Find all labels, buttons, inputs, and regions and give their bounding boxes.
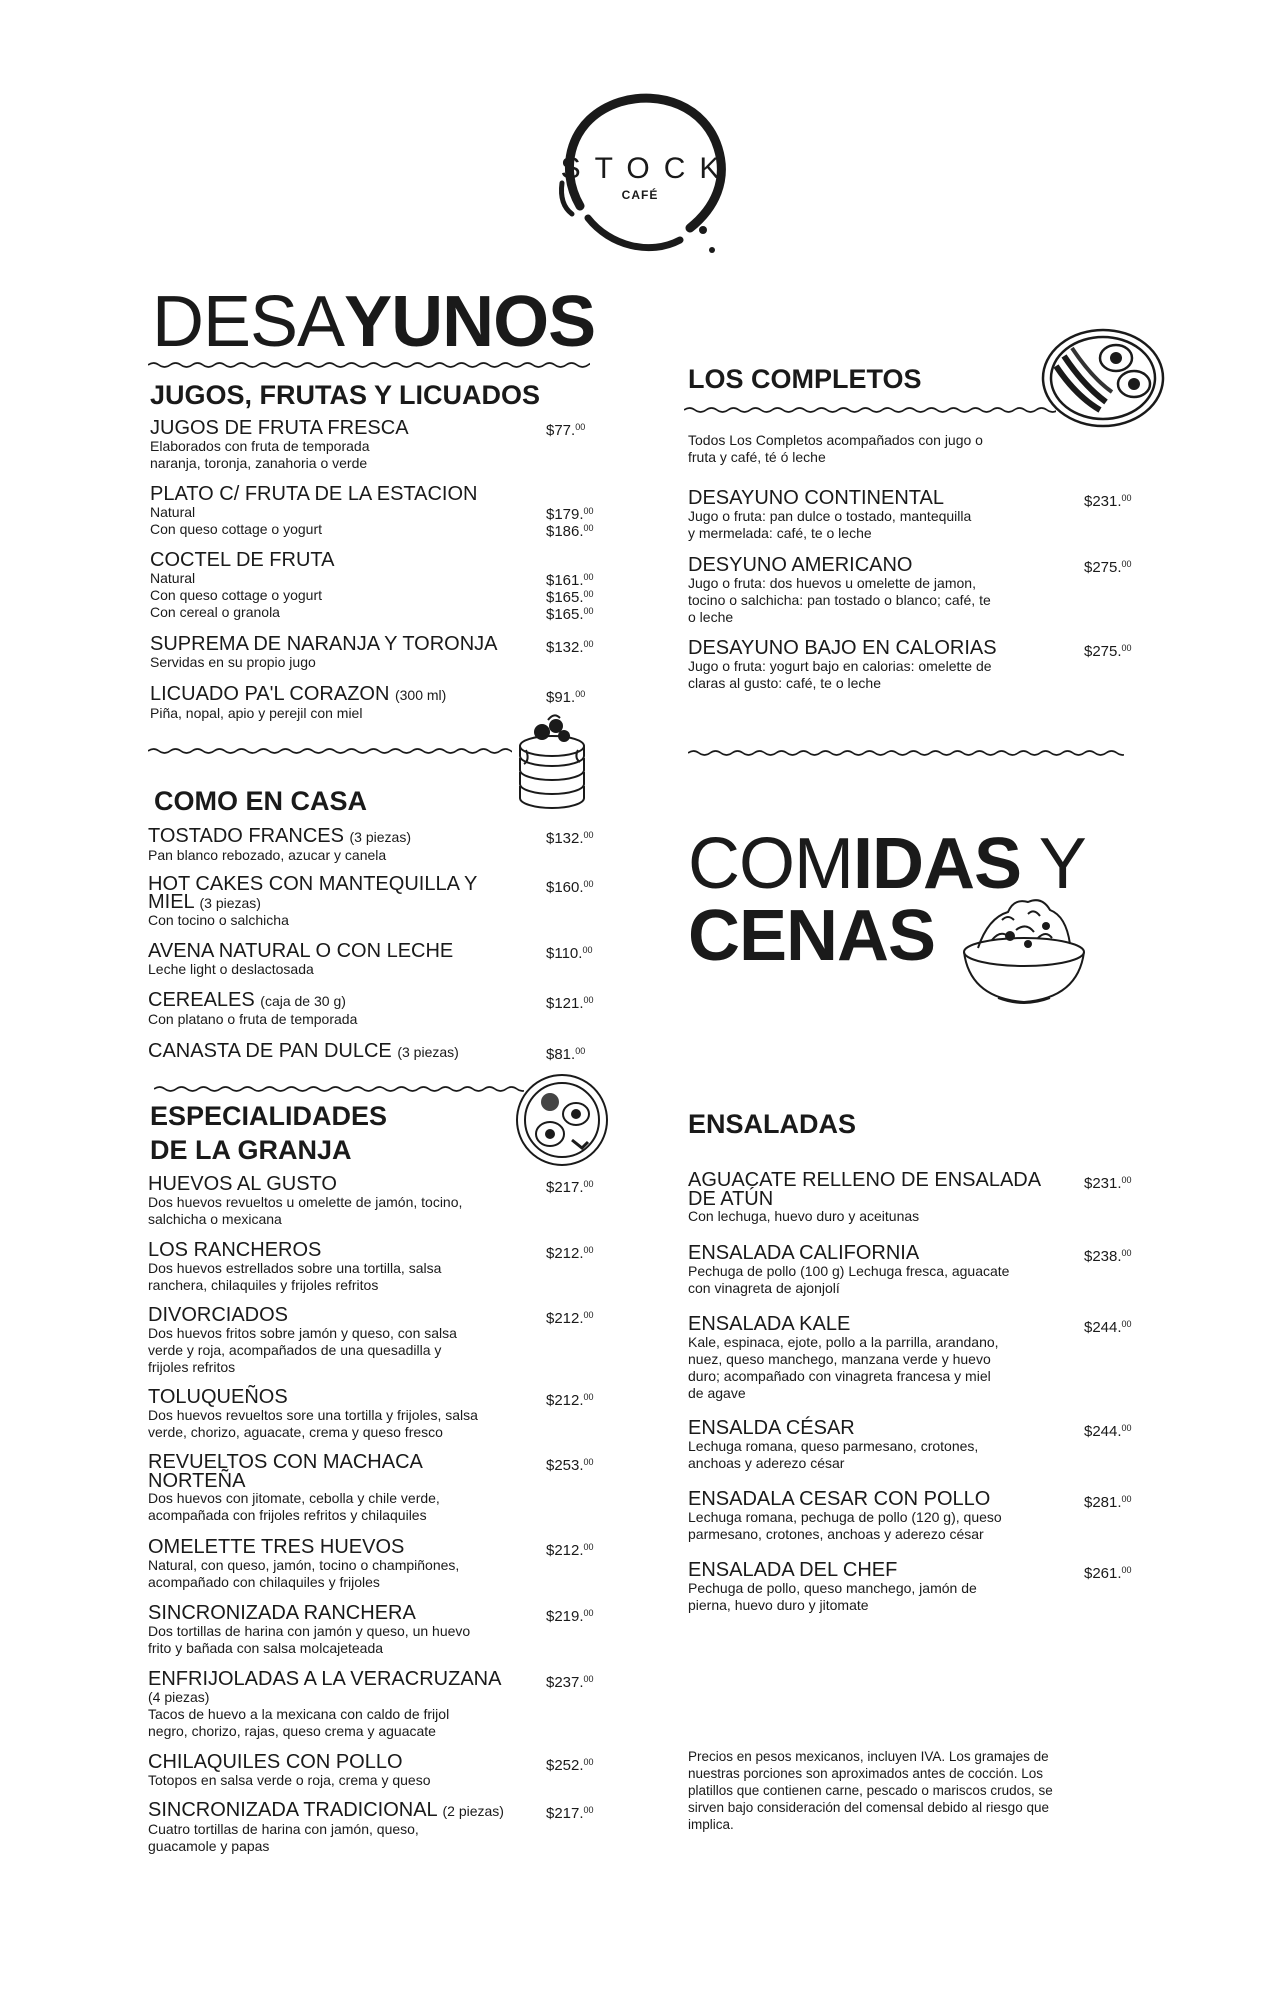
item-name: CHILAQUILES CON POLLO	[148, 1751, 403, 1773]
menu-item	[688, 1170, 1041, 1225]
item-desc: con vinagreta de ajonjolí	[688, 1280, 840, 1296]
item-price: $81.00	[546, 1046, 586, 1063]
menu-item	[688, 555, 991, 626]
menu-item	[148, 1174, 462, 1228]
item-name: ENSALADA DEL CHEF	[688, 1559, 898, 1581]
item-name: HUEVOS AL GUSTO	[148, 1173, 337, 1195]
item-name: OMELETTE TRES HUEVOS	[148, 1536, 405, 1558]
item-desc: negro, chorizo, rajas, queso crema y aguacate	[148, 1723, 436, 1739]
item-name: DE ATÚN	[688, 1188, 774, 1210]
menu-item	[148, 1669, 501, 1740]
salad-bowl-icon	[958, 890, 1090, 1008]
menu-item	[688, 1560, 977, 1614]
item-desc: Elaborados con fruta de temporada	[150, 438, 370, 454]
item-price: $217.00	[546, 1179, 594, 1196]
menu-item	[688, 1314, 999, 1402]
menu-item	[148, 1603, 470, 1657]
item-desc: verde, chorizo, aguacate, crema y queso fresco	[148, 1424, 443, 1440]
item-option: Natural	[150, 570, 196, 586]
menu-item	[688, 488, 971, 542]
item-desc: Dos tortillas de harina con jamón y queso, un huevo	[148, 1623, 471, 1639]
item-desc: parmesano, crotones, anchoas y aderezo césar	[688, 1526, 984, 1542]
item-price: $217.00	[546, 1805, 594, 1822]
item-price: $110.00	[546, 945, 593, 962]
item-desc: pierna, huevo duro y jitomate	[688, 1597, 869, 1613]
item-desc: nuez, queso manchego, manzana verde y huevo	[688, 1351, 991, 1367]
menu-item	[148, 1452, 440, 1524]
item-price: $132.00	[546, 830, 594, 847]
item-name: ENSADALA CESAR CON POLLO	[688, 1488, 991, 1510]
jugos-section-title: JUGOS, FRUTAS Y LICUADOS	[150, 380, 541, 410]
item-price: $275.00	[1084, 559, 1132, 576]
item-name: PLATO C/ FRUTA DE LA ESTACION	[150, 483, 478, 505]
item-price: $165.00	[546, 589, 594, 606]
stock-cafe-logo	[540, 88, 740, 263]
casa-section-title: COMO EN CASA	[154, 786, 368, 816]
item-name: ENSALDA CÉSAR	[688, 1417, 855, 1439]
item-price: $186.00	[546, 523, 594, 540]
item-name: JUGOS DE FRUTA FRESCA	[150, 417, 409, 439]
desayunos-title: DESAYUNOS	[152, 282, 596, 362]
item-desc: o leche	[688, 609, 734, 625]
granja-section-title: ESPECIALIDADES DE LA GRANJA	[150, 1101, 388, 1166]
menu-item	[148, 1305, 457, 1376]
wave-divider	[684, 403, 1056, 417]
item-name: DIVORCIADOS	[148, 1304, 289, 1326]
egg-plate-icon	[512, 1070, 612, 1170]
item-desc: Lechuga romana, queso parmesano, crotones,	[688, 1438, 979, 1454]
item-desc: Dos huevos fritos sobre jamón y queso, con salsa	[148, 1325, 457, 1341]
item-desc: acompañado con chilaquiles y frijoles	[148, 1574, 380, 1590]
menu-item	[148, 874, 477, 929]
item-desc: Servidas en su propio jugo	[150, 654, 316, 670]
menu-item	[148, 1800, 504, 1855]
item-price: $244.00	[1084, 1423, 1132, 1440]
menu-item	[688, 638, 997, 692]
item-desc: acompañada con frijoles refritos y chilaquiles	[148, 1507, 427, 1523]
item-name: COCTEL DE FRUTA	[150, 549, 335, 571]
wave-divider	[148, 358, 590, 372]
item-name: ENFRIJOLADAS A LA VERACRUZANA	[148, 1668, 502, 1690]
item-name: SINCRONIZADA RANCHERA	[148, 1602, 416, 1624]
menu-item	[148, 826, 411, 864]
item-desc: Jugo o fruta: pan dulce o tostado, mantequilla	[688, 508, 972, 524]
cenas-title: CENAS	[688, 896, 936, 976]
item-desc: Dos huevos con jitomate, cebolla y chile verde,	[148, 1490, 440, 1506]
item-price: $231.00	[1084, 493, 1132, 510]
item-desc: Natural, con queso, jamón, tocino o champiñones,	[148, 1557, 460, 1573]
item-price: $281.00	[1084, 1494, 1132, 1511]
item-price: $261.00	[1084, 1565, 1132, 1582]
menu-item	[148, 1537, 459, 1591]
item-name: ENSALADA CALIFORNIA	[688, 1242, 920, 1264]
item-desc: Pechuga de pollo (100 g) Lechuga fresca, aguacate	[688, 1263, 1010, 1279]
item-price: $121.00	[546, 995, 594, 1012]
item-name: AGUACATE RELLENO DE ENSALADA	[688, 1169, 1042, 1191]
item-desc: salchicha o mexicana	[148, 1211, 282, 1227]
item-desc: claras al gusto: café, te o leche	[688, 675, 881, 691]
item-option: Con queso cottage o yogurt	[150, 587, 323, 603]
item-price: $244.00	[1084, 1319, 1132, 1336]
item-desc: Pan blanco rebozado, azucar y canela	[148, 847, 387, 863]
item-price: $77.00	[546, 422, 586, 439]
item-desc: duro; acompañado con vinagreta francesa y miel	[688, 1368, 991, 1384]
wave-divider	[154, 1082, 524, 1096]
menu-item	[688, 1243, 1009, 1297]
item-price: $212.00	[546, 1310, 594, 1327]
logo-subtitle: CAFÉ	[621, 188, 659, 202]
ensaladas-section-title: ENSALADAS	[688, 1109, 857, 1139]
item-desc: naranja, toronja, zanahoria o verde	[150, 455, 368, 471]
pancakes-icon	[508, 710, 596, 816]
item-price: $231.00	[1084, 1175, 1132, 1192]
item-name: CANASTA DE PAN DULCE (3 piezas)	[148, 1040, 459, 1062]
menu-item	[148, 1041, 459, 1062]
menu-item	[688, 1489, 1002, 1543]
item-name: SINCRONIZADA TRADICIONAL (2 piezas)	[148, 1799, 504, 1821]
item-price: $132.00	[546, 639, 594, 656]
menu-item	[150, 550, 334, 621]
item-price: $219.00	[546, 1608, 594, 1625]
item-name: DESAYUNO BAJO EN CALORIAS	[688, 637, 997, 659]
item-option: Con cereal o granola	[150, 604, 280, 620]
item-price: $160.00	[546, 879, 594, 896]
item-price: $275.00	[1084, 643, 1132, 660]
item-desc: Lechuga romana, pechuga de pollo (120 g), queso	[688, 1509, 1002, 1525]
item-desc: Totopos en salsa verde o roja, crema y queso	[148, 1772, 431, 1788]
item-desc: ranchera, chilaquiles y frijoles refritos	[148, 1277, 379, 1293]
menu-item	[150, 484, 477, 538]
item-desc: Jugo o fruta: dos huevos u omelette de jamon,	[688, 575, 976, 591]
item-desc: Jugo o fruta: yogurt bajo en calorias: omelette de	[688, 658, 992, 674]
item-desc: Kale, espinaca, ejote, pollo a la parrilla, arandano,	[688, 1334, 999, 1350]
item-desc: tocino o salchicha: pan tostado o blanco; café, te	[688, 592, 991, 608]
item-price: $253.00	[546, 1457, 594, 1474]
item-price: $91.00	[546, 689, 586, 706]
item-desc: Con platano o fruta de temporada	[148, 1011, 358, 1027]
item-name: TOLUQUEÑOS	[148, 1386, 288, 1408]
item-price: $212.00	[546, 1542, 594, 1559]
item-option: Con queso cottage o yogurt	[150, 521, 323, 537]
wave-divider	[148, 744, 512, 758]
item-desc: (4 piezas)	[148, 1689, 210, 1705]
item-name: LICUADO PA'L CORAZON (300 ml)	[150, 683, 447, 705]
item-price: $212.00	[546, 1245, 594, 1262]
item-price: $179.00	[546, 506, 594, 523]
item-desc: Tacos de huevo a la mexicana con caldo de frijol	[148, 1706, 450, 1722]
menu-item	[148, 941, 453, 978]
completos-intro: Todos Los Completos acompañados con jugo o fruta y café, té ó leche	[688, 432, 983, 465]
item-desc: Pechuga de pollo, queso manchego, jamón de	[688, 1580, 977, 1596]
item-name: REVUELTOS CON MACHACA	[148, 1451, 423, 1473]
completos-section-title: LOS COMPLETOS	[688, 364, 922, 394]
item-price: $252.00	[546, 1757, 594, 1774]
menu-item	[150, 634, 498, 671]
item-desc: Leche light o deslactosada	[148, 961, 314, 977]
wave-divider	[688, 746, 1124, 760]
menu-item	[148, 1387, 478, 1441]
item-price: $237.00	[546, 1674, 594, 1691]
comidas-title: COMIDAS Y	[688, 824, 1086, 904]
item-name: NORTEÑA	[148, 1470, 246, 1492]
item-desc: Con lechuga, huevo duro y aceitunas	[688, 1208, 920, 1224]
item-desc: frijoles refritos	[148, 1359, 236, 1375]
item-option: Natural	[150, 504, 196, 520]
logo-wordmark: STOCK	[560, 152, 734, 185]
item-desc: Dos huevos revueltos sore una tortilla y frijoles, salsa	[148, 1407, 478, 1423]
item-desc: frito y bañada con salsa molcajeteada	[148, 1640, 384, 1656]
item-name: MIEL (3 piezas)	[148, 891, 261, 913]
item-name: LOS RANCHEROS	[148, 1239, 322, 1261]
item-name: CEREALES (caja de 30 g)	[148, 989, 346, 1011]
menu-item	[688, 1418, 978, 1472]
item-name: DESAYUNO CONTINENTAL	[688, 487, 944, 509]
item-name: ENSALADA KALE	[688, 1313, 851, 1335]
item-price: $165.00	[546, 606, 594, 623]
menu-item	[150, 418, 409, 472]
menu-item	[150, 684, 446, 722]
item-name: DESYUNO AMERICANO	[688, 554, 913, 576]
item-desc: Cuatro tortillas de harina con jamón, queso,	[148, 1821, 419, 1837]
menu-item	[148, 1752, 431, 1789]
item-price: $212.00	[546, 1392, 594, 1409]
item-name: SUPREMA DE NARANJA Y TORONJA	[150, 633, 498, 655]
item-name: TOSTADO FRANCES (3 piezas)	[148, 825, 411, 847]
menu-item	[148, 1240, 441, 1294]
menu-item	[148, 990, 357, 1028]
item-desc: Dos huevos revueltos u omelette de jamón, tocino,	[148, 1194, 463, 1210]
item-name: HOT CAKES CON MANTEQUILLA Y	[148, 873, 478, 895]
item-desc: y mermelada: café, te o leche	[688, 525, 872, 541]
item-desc: guacamole y papas	[148, 1838, 270, 1854]
item-desc: Con tocino o salchicha	[148, 912, 289, 928]
item-desc: Dos huevos estrellados sobre una tortilla, salsa	[148, 1260, 442, 1276]
item-desc: verde y roja, acompañados de una quesadilla y	[148, 1342, 442, 1358]
item-price: $238.00	[1084, 1248, 1132, 1265]
item-desc: de agave	[688, 1385, 746, 1401]
item-price: $161.00	[546, 572, 594, 589]
breakfast-plate-icon	[1040, 326, 1166, 430]
item-desc: Piña, nopal, apio y perejil con miel	[150, 705, 363, 721]
item-name: AVENA NATURAL O CON LECHE	[148, 940, 454, 962]
price-note: Precios en pesos mexicanos, incluyen IVA. Los gramajes de nuestras porciones son aproximados antes de cocción. Los platillos que contienen carne, pescado o mariscos crudos, se sirven bajo consideración del comensal debido al riesgo que implica.	[688, 1749, 1053, 1832]
item-desc: anchoas y aderezo césar	[688, 1455, 845, 1471]
